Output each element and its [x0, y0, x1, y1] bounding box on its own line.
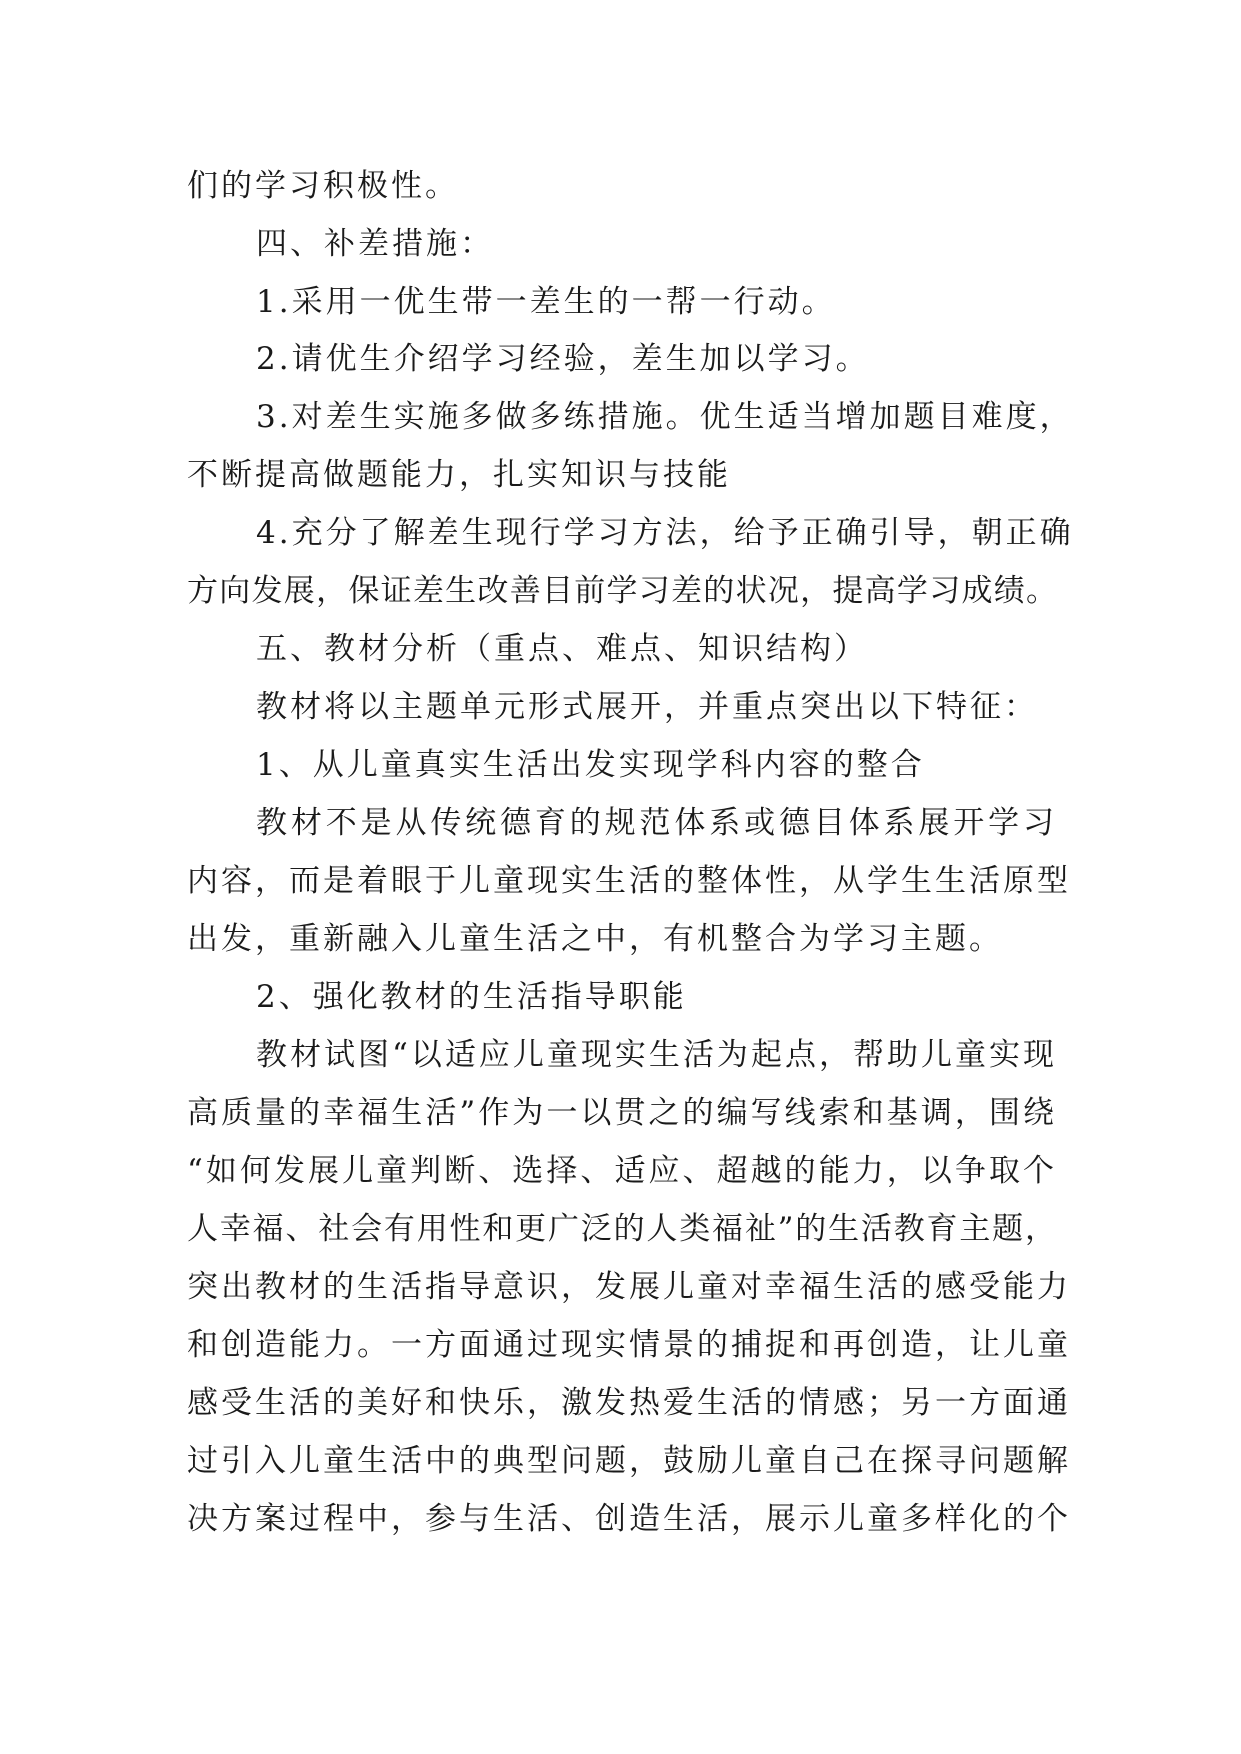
text-line: 教材将以主题单元形式展开，并重点突出以下特征： [256, 689, 1038, 725]
text-line: 方向发展，保证差生改善目前学习差的状况，提高学习成绩。 [187, 573, 1057, 609]
list-item: 1.采用一优生带一差生的一帮一行动。 [256, 284, 836, 320]
subheading: 1、从儿童真实生活出发实现学科内容的整合 [256, 747, 925, 783]
text-line: 高质量的幸福生活”作为一以贯之的编写线索和基调，围绕 [187, 1095, 1057, 1131]
list-item: 2.请优生介绍学习经验，差生加以学习。 [256, 341, 870, 377]
text-line: 不断提高做题能力，扎实知识与技能 [187, 457, 731, 493]
list-item: 3.对差生实施多做多练措施。优生适当增加题目难度， [256, 399, 1074, 435]
text-line: 们的学习积极性。 [187, 168, 459, 204]
subheading: 2、强化教材的生活指导职能 [256, 979, 687, 1015]
text-line: 过引入儿童生活中的典型问题，鼓励儿童自己在探寻问题解 [187, 1443, 1071, 1479]
text-line: 内容，而是着眼于儿童现实生活的整体性，从学生生活原型 [187, 863, 1071, 899]
text-line: 感受生活的美好和快乐，激发热爱生活的情感；另一方面通 [187, 1385, 1071, 1421]
text-line: 和创造能力。一方面通过现实情景的捕捉和再创造，让儿童 [187, 1327, 1071, 1363]
text-line: 决方案过程中，参与生活、创造生活，展示儿童多样化的个 [187, 1501, 1071, 1537]
text-line: 教材不是从传统德育的规范体系或德目体系展开学习 [256, 805, 1057, 841]
text-line: “如何发展儿童判断、选择、适应、超越的能力，以争取个 [187, 1153, 1057, 1189]
text-line: 突出教材的生活指导意识，发展儿童对幸福生活的感受能力 [187, 1269, 1071, 1305]
section-heading: 五、教材分析（重点、难点、知识结构） [256, 631, 868, 667]
text-line: 教材试图“以适应儿童现实生活为起点，帮助儿童实现 [256, 1037, 1057, 1073]
text-line: 出发，重新融入儿童生活之中，有机整合为学习主题。 [187, 921, 1003, 957]
section-heading: 四、补差措施： [256, 226, 494, 262]
text-line: 人幸福、社会有用性和更广泛的人类福祉”的生活教育主题， [187, 1211, 1057, 1247]
list-item: 4.充分了解差生现行学习方法，给予正确引导，朝正确 [256, 515, 1074, 551]
